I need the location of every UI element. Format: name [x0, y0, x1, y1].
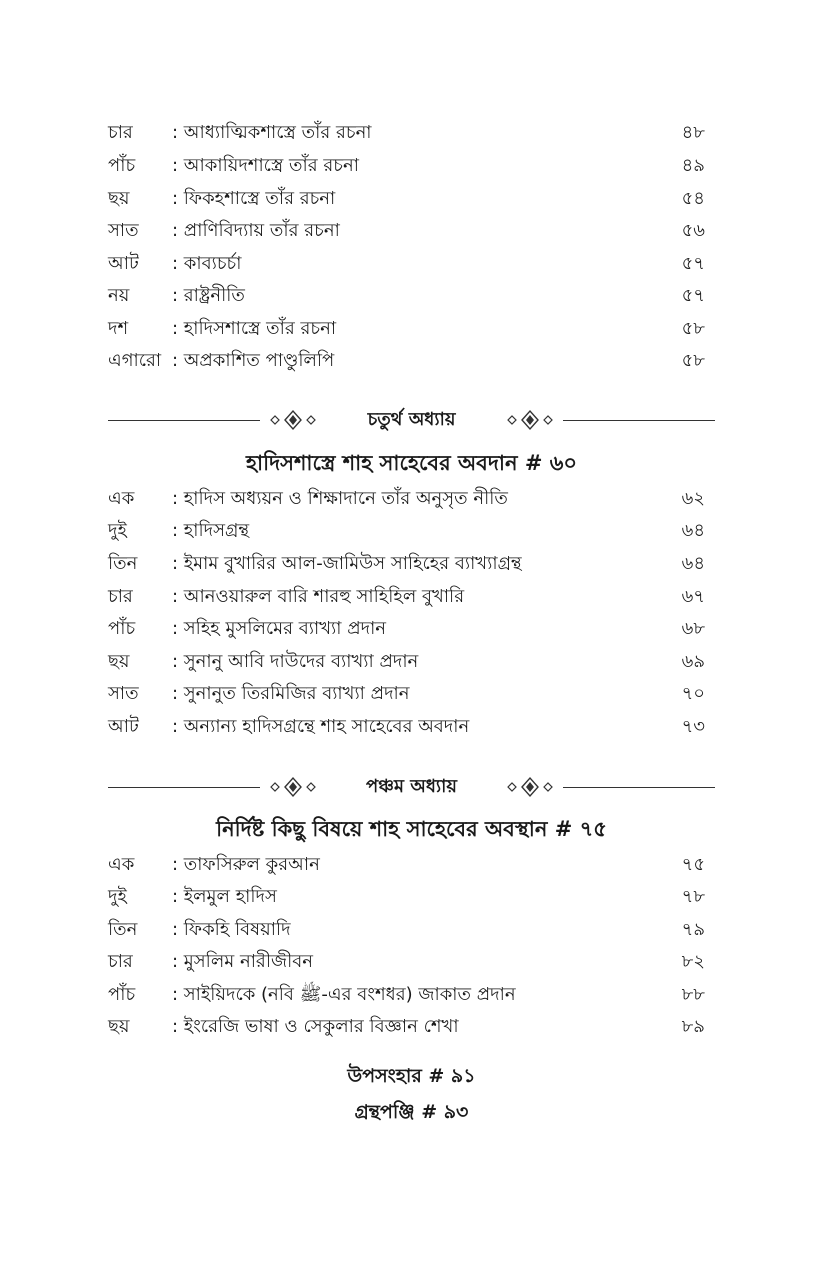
entry-number: সাত [108, 220, 139, 241]
entry-page: ৪৮ [681, 122, 705, 143]
entry-number: পাঁচ [108, 984, 136, 1005]
entry-page: ৮৯ [681, 1016, 705, 1037]
entry-page: ৬৪ [681, 553, 705, 574]
entry-title: : ফিকহশাস্ত্রে তাঁর রচনা [172, 188, 336, 209]
entry-number: ছয় [108, 188, 130, 209]
entry-page: ৬৮ [681, 618, 705, 639]
entry-title: : অন্যান্য হাদিসগ্রন্থে শাহ সাহেবের অবদান [172, 716, 470, 737]
toc-entry [108, 678, 705, 710]
entry-title: : কাব্যচর্চা [172, 253, 242, 274]
toc-entry [108, 1011, 705, 1043]
entry-number: চার [108, 586, 133, 607]
toc-entry [108, 914, 705, 946]
entry-number: আট [108, 253, 139, 274]
divider-line [563, 787, 715, 788]
entry-title: : আধ্যাত্মিকশাস্ত্রে তাঁর রচনা [172, 122, 372, 143]
entry-page: ৪৯ [681, 155, 705, 176]
entry-number: ছয় [108, 651, 130, 672]
toc-entry [108, 117, 705, 149]
entry-title: : সাইয়িদকে (নবি ﷺ-এর বংশধর) জাকাত প্রদান [172, 984, 516, 1005]
entry-number: আট [108, 716, 139, 737]
toc-entry [108, 548, 705, 580]
entry-page: ৭৩ [681, 716, 705, 737]
entry-number: পাঁচ [108, 155, 136, 176]
entry-number: নয় [108, 285, 130, 306]
toc-entry [108, 979, 705, 1011]
entry-number: দুই [108, 520, 127, 541]
entry-title: : ইলমুল হাদিস [172, 886, 277, 907]
conclusion-entry: উপসংহার # ৯১ [347, 1065, 476, 1087]
entry-page: ৫৬ [681, 220, 705, 241]
toc-entry [108, 849, 705, 881]
entry-page: ৭৫ [681, 854, 705, 875]
entry-title: : ইংরেজি ভাষা ও সেকুলার বিজ্ঞান শেখা [172, 1016, 459, 1037]
entry-number: এগারো [108, 350, 162, 371]
toc-entry [108, 483, 705, 515]
toc-entry [108, 881, 705, 913]
bibliography-entry: গ্রন্থপঞ্জি # ৯৩ [354, 1101, 469, 1123]
entry-title: : ইমাম বুখারির আল-জামিউস সাহিহের ব্যাখ্যাগ্রন্থ [172, 553, 522, 574]
entry-title: : মুসলিম নারীজীবন [172, 951, 313, 972]
entry-number: চার [108, 122, 133, 143]
entry-number: সাত [108, 683, 139, 704]
ornament-icon [500, 408, 560, 432]
toc-entry [108, 215, 705, 247]
toc-entry [108, 313, 705, 345]
chapter-label: চতুর্থ অধ্যায় [367, 409, 456, 430]
entry-title: : অপ্রকাশিত পাণ্ডুলিপি [172, 350, 335, 371]
chapter-heading: নির্দিষ্ট কিছু বিষয়ে শাহ সাহেবের অবস্থান # ৭৫ [216, 817, 607, 841]
toc-entry [108, 581, 705, 613]
toc-entry [108, 711, 705, 743]
divider-line [108, 787, 260, 788]
entry-title: : সুনানু আবি দাউদের ব্যাখ্যা প্রদান [172, 651, 419, 672]
toc-entry [108, 248, 705, 280]
entry-title: : প্রাণিবিদ্যায় তাঁর রচনা [172, 220, 340, 241]
entry-title: : ফিকহি বিষয়াদি [172, 919, 291, 940]
entry-page: ৬৪ [681, 520, 705, 541]
entry-title: : হাদিস অধ্যয়ন ও শিক্ষাদানে তাঁর অনুসৃত নীতি [172, 488, 508, 509]
entry-title: : হাদিসগ্রন্থ [172, 520, 250, 541]
entry-title: : সুনানুত তিরমিজির ব্যাখ্যা প্রদান [172, 683, 410, 704]
entry-page: ৬২ [681, 488, 705, 509]
entry-number: এক [108, 854, 135, 875]
chapter-heading: হাদিসশাস্ত্রে শাহ সাহেবের অবদান # ৬০ [245, 451, 578, 475]
toc-entry [108, 280, 705, 312]
entry-page: ৭৯ [681, 919, 705, 940]
divider-line [108, 420, 260, 421]
toc-entry [108, 946, 705, 978]
entry-title: : আকায়িদশাস্ত্রে তাঁর রচনা [172, 155, 359, 176]
entry-number: ছয় [108, 1016, 130, 1037]
entry-number: তিন [108, 919, 138, 940]
entry-page: ৭৮ [681, 886, 705, 907]
entry-title: : হাদিসশাস্ত্রে তাঁর রচনা [172, 318, 337, 339]
entry-page: ৫৮ [681, 318, 705, 339]
entry-page: ৫৭ [681, 285, 705, 306]
toc-entry [108, 613, 705, 645]
entry-number: দুই [108, 886, 127, 907]
entry-page: ৭০ [681, 683, 705, 704]
chapter-label: পঞ্চম অধ্যায় [366, 776, 457, 797]
chapter-divider [108, 772, 715, 802]
entry-title: : রাষ্ট্রনীতি [172, 285, 245, 306]
entry-page: ৮২ [681, 951, 705, 972]
entry-title: : আনওয়ারুল বারি শারহু সাহিহিল বুখারি [172, 586, 465, 607]
ornament-icon [500, 775, 560, 799]
toc-entry [108, 515, 705, 547]
entry-page: ৮৮ [681, 984, 705, 1005]
entry-number: এক [108, 488, 135, 509]
toc-entry [108, 345, 705, 377]
entry-page: ৫৪ [681, 188, 705, 209]
entry-page: ৬৭ [681, 586, 705, 607]
entry-number: পাঁচ [108, 618, 136, 639]
entry-title: : সহিহ মুসলিমের ব্যাখ্যা প্রদান [172, 618, 387, 639]
toc-entry [108, 646, 705, 678]
entry-page: ৫৭ [681, 253, 705, 274]
toc-entry [108, 183, 705, 215]
entry-page: ৬৯ [681, 651, 705, 672]
chapter-divider [108, 405, 715, 435]
entry-number: দশ [108, 318, 129, 339]
toc-entry [108, 150, 705, 182]
divider-line [563, 420, 715, 421]
entry-number: চার [108, 951, 133, 972]
entry-title: : তাফসিরুল কুরআন [172, 854, 320, 875]
entry-page: ৫৮ [681, 350, 705, 371]
entry-number: তিন [108, 553, 138, 574]
